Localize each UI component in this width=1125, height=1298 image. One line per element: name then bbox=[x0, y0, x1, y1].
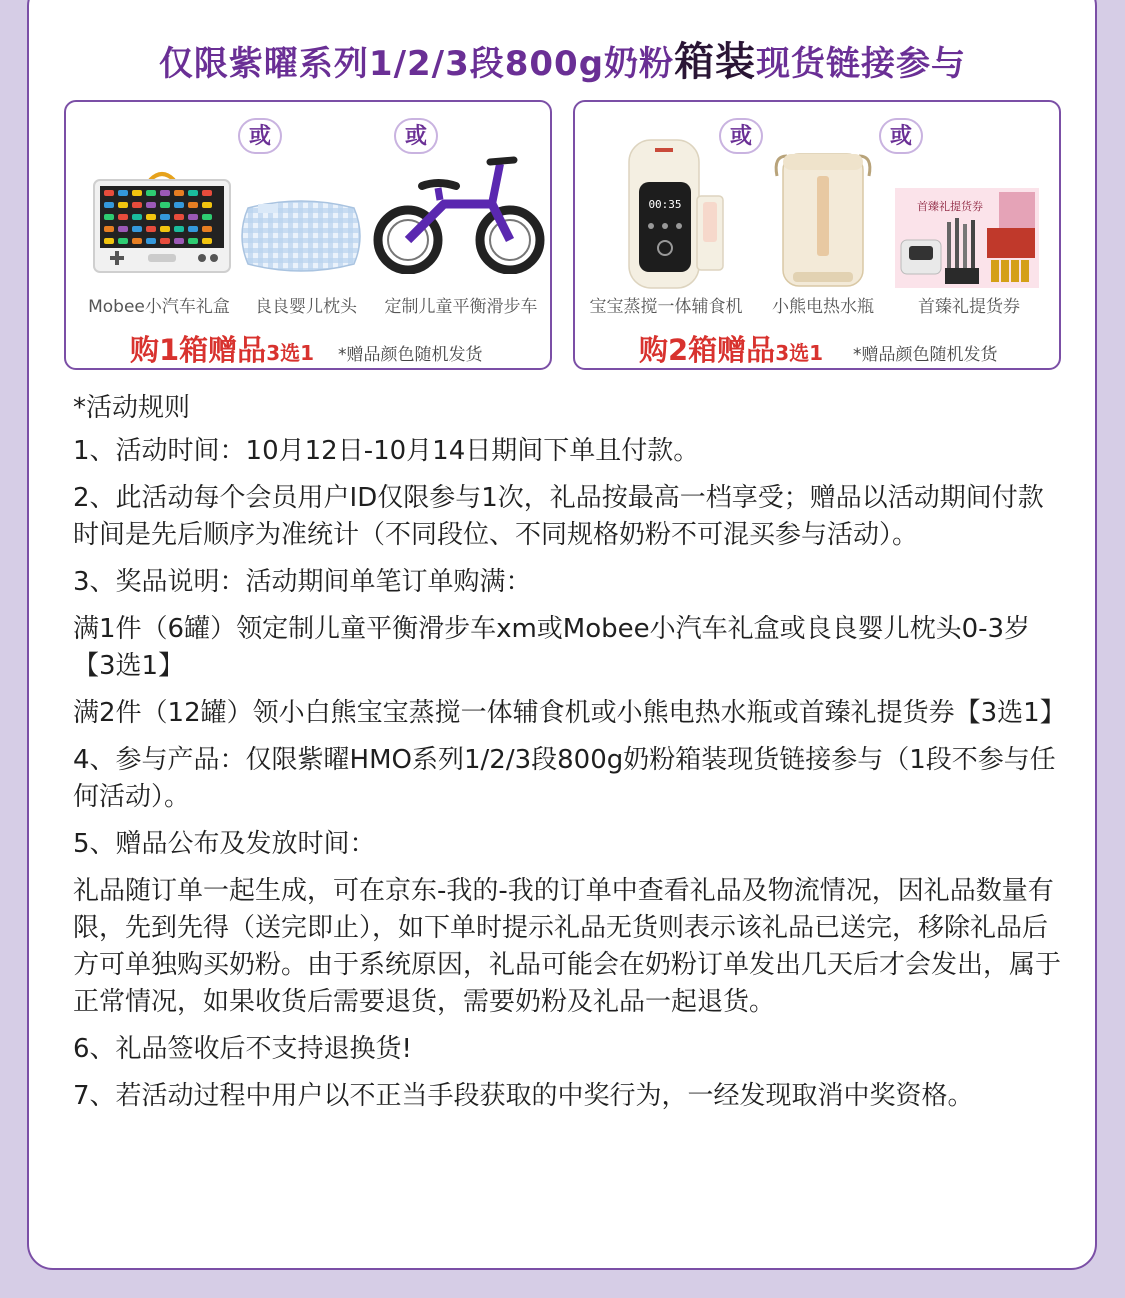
or-badge: 或 bbox=[879, 118, 923, 154]
product-label: Mobee小汽车礼盒 bbox=[88, 297, 230, 317]
rule-item: 6、礼品签收后不支持退换货! bbox=[73, 1034, 412, 1064]
rule-item: 4、参与产品：仅限紫曜HMO系列1/2/3段800g奶粉箱装现货链接参与（1段不参与任何活动）。 bbox=[73, 745, 1056, 812]
baby-pillow-image bbox=[238, 198, 364, 274]
rule-item: 满2件（12罐）领小白熊宝宝蒸搅一体辅食机或小熊电热水瓶或首臻礼提货券【3选1】 bbox=[73, 698, 1066, 728]
tier-heading bbox=[639, 328, 823, 369]
product-label: 定制儿童平衡滑步车 bbox=[384, 297, 538, 317]
gift-panel-tier2 bbox=[573, 100, 1061, 370]
food-processor-image bbox=[625, 134, 735, 290]
tier-select: 3选1 bbox=[775, 341, 824, 365]
tier-heading bbox=[130, 328, 314, 369]
title-pre: 仅限紫曜系列1/2/3段800g奶粉 bbox=[158, 44, 675, 84]
title-emphasis: 箱装 bbox=[674, 39, 757, 85]
or-badge: 或 bbox=[394, 118, 438, 154]
svg-text:00:35: 00:35 bbox=[648, 198, 682, 211]
rule-item: 2、此活动每个会员用户ID仅限参与1次，礼品按最高一档享受；赠品以活动期间付款时间是先后顺序为准统计（不同段位、不同规格奶粉不可混买参与活动）。 bbox=[73, 483, 1044, 550]
electric-kettle-image bbox=[773, 146, 873, 290]
voucher-text: 首臻礼提货券 bbox=[917, 200, 983, 213]
balance-bike-image bbox=[370, 150, 546, 274]
or-badge: 或 bbox=[719, 118, 763, 154]
gift-voucher-image bbox=[895, 188, 1039, 288]
rule-item: 礼品随订单一起生成，可在京东-我的-我的订单中查看礼品及物流情况，因礼品数量有限，先到先得（送完即止），如下单时提示礼品无货则表示该礼品已送完，移除礼品后方可单独购买奶粉。由于系统原因，礼品可能会在奶粉订单发出几天后才会发出，属于正常情况，如果收货后需要退货，需要奶粉及礼品一起退货。 bbox=[73, 876, 1062, 1017]
product-label: 小熊电热水瓶 bbox=[772, 297, 874, 317]
tier-main: 购1箱赠品 bbox=[130, 333, 267, 367]
tier-select: 3选1 bbox=[266, 341, 315, 365]
title-post: 现货链接参与 bbox=[756, 44, 967, 84]
color-note: *赠品颜色随机发货 bbox=[853, 345, 998, 365]
product-label: 首臻礼提货券 bbox=[918, 297, 1020, 317]
rules-title: *活动规则 bbox=[73, 393, 191, 423]
rule-item: 1、活动时间：10月12日-10月14日期间下单且付款。 bbox=[73, 436, 700, 466]
toy-car-box-image bbox=[90, 164, 234, 274]
rule-item: 5、赠品公布及发放时间： bbox=[73, 829, 376, 859]
rule-item: 7、若活动过程中用户以不正当手段获取的中奖行为，一经发现取消中奖资格。 bbox=[73, 1081, 974, 1111]
tier-main: 购2箱赠品 bbox=[639, 333, 776, 367]
activity-rules bbox=[73, 390, 1066, 1125]
rule-item: 3、奖品说明：活动期间单笔订单购满： bbox=[73, 567, 532, 597]
rule-item: 满1件（6罐）领定制儿童平衡滑步车xm或Mobee小汽车礼盒或良良婴儿枕头0-3岁【3选1】 bbox=[73, 614, 1031, 681]
color-note: *赠品颜色随机发货 bbox=[338, 345, 483, 365]
gift-panel-tier1 bbox=[64, 100, 552, 370]
or-badge: 或 bbox=[238, 118, 282, 154]
page-title bbox=[0, 30, 1125, 87]
product-label: 宝宝蒸搅一体辅食机 bbox=[589, 297, 743, 317]
product-label: 良良婴儿枕头 bbox=[255, 297, 357, 317]
